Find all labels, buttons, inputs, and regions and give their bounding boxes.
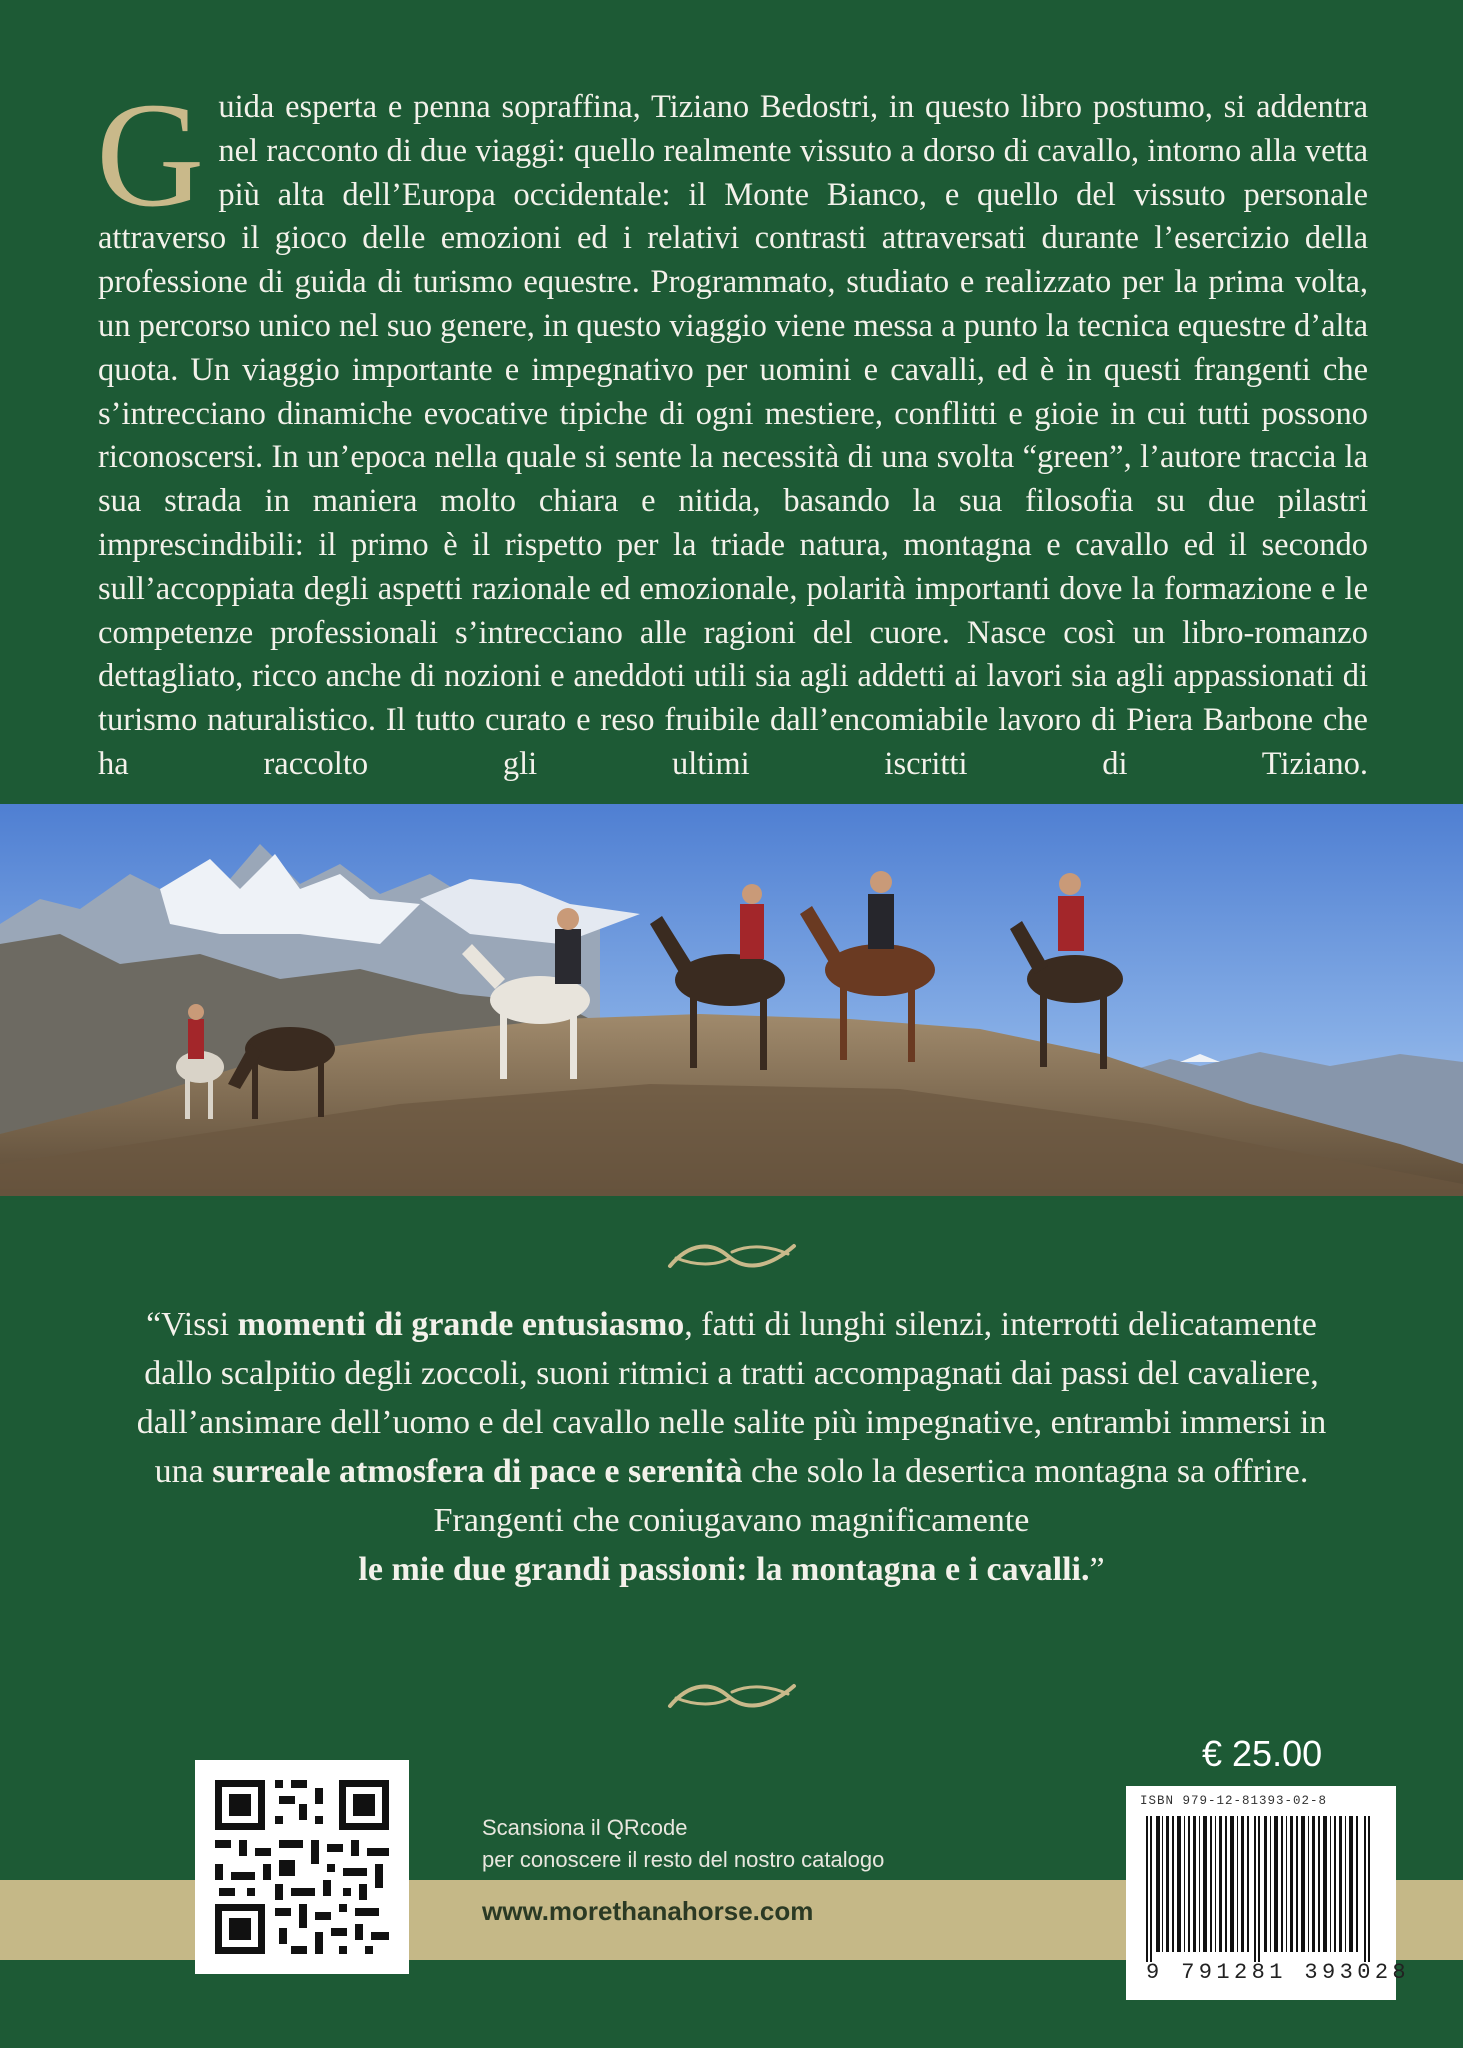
- scan-line: per conoscere il resto del nostro catalogo: [482, 1847, 885, 1872]
- quote-emphasis: le mie due grandi passioni: la montagna e i cavalli.: [358, 1551, 1090, 1588]
- ornament-swirl-icon: [666, 1676, 798, 1716]
- blurb-text: uida esperta e penna sopraffina, Tiziano Bedostri, in questo libro postumo, si addentra nel racconto di due viaggi: quello realmente vissuto a dorso di cavallo, intorno alla vetta più alta dell’Europa occidentale: il Monte Bianco, e quello del vissuto personale attraverso il gioco delle emozioni ed i relativi contrasti attraversati durante l’esercizio della professione di guida di turismo equestre. Programmato, studiato e realizzato per la prima volta, un percorso unico nel suo genere, in questo viaggio viene messa a punto la tecnica equestre d’alta quota. Un viaggio importante e impegnativo per uomini e cavalli, ed è in questi frangenti che s’intrecciano dinamiche evocative tipiche di ogni mestiere, conflitti e gioie in cui tutti possono riconoscersi. In un’epoca nella quale si sente la necessità di una svolta “green”, l’autore traccia la sua strada in maniera molto chiara e nitida, basando la sua filosofia su due pilastri imprescindibili: il primo è il rispetto per la triade natura, montagna e cavallo ed il secondo sull’accoppiata degli aspetti razionale ed emozionale, polarità importanti dove la formazione e le competenze professionali s’intrecciano alle ragioni del cuore. Nasce così un libro-romanzo dettagliato, ricco anche di nozioni e aneddoti utili sia agli addetti ai lavori sia agli appassionati di turismo naturalistico. Il tutto curato e reso fruibile dall’encomiabile lavoro di Piera Barbone che ha raccolto gli ultimi iscritti di Tiziano.: [98, 89, 1368, 782]
- price-amount: 25.00: [1232, 1733, 1323, 1774]
- currency-symbol: €: [1202, 1733, 1223, 1774]
- quote-text: che solo la desertica montagna sa offrire.: [742, 1453, 1309, 1490]
- back-cover-blurb: [96, 72, 1368, 787]
- quote-text: ”: [1089, 1551, 1105, 1588]
- drop-cap: G: [96, 72, 205, 238]
- scan-line: Scansiona il QRcode: [482, 1815, 688, 1840]
- price-label: [1202, 1733, 1322, 1775]
- mountain-riders-photo: [0, 804, 1463, 1196]
- isbn-label: ISBN 979-12-81393-02-8: [1140, 1794, 1328, 1808]
- scan-instructions: [482, 1812, 884, 1876]
- isbn-digits: 9 791281 393028: [1146, 1960, 1411, 1985]
- quote-emphasis: momenti di grande entusiasmo: [237, 1306, 685, 1343]
- qr-code-icon: [195, 1760, 409, 1974]
- ornament-swirl-icon: [666, 1236, 798, 1276]
- website-link[interactable]: www.morethanahorse.com: [482, 1896, 814, 1926]
- quote-text: “Vissi: [146, 1306, 238, 1343]
- quote-text: , fatti di lunghi silenzi, interrotti delicatamente dallo scalpitio degli zoccoli, suoni ritmici a tratti accompagnati dai passi del cavaliere, dall’ansimare dell’uomo e del cavallo nelle salite più impegnative, entrambi immersi in una: [136, 1306, 1327, 1490]
- author-quote: [110, 1300, 1353, 1594]
- quote-text: Frangenti che coniugavano magnificamente: [433, 1502, 1030, 1539]
- qr-code[interactable]: [195, 1760, 409, 1974]
- quote-emphasis: surreale atmosfera di pace e serenità: [212, 1453, 743, 1490]
